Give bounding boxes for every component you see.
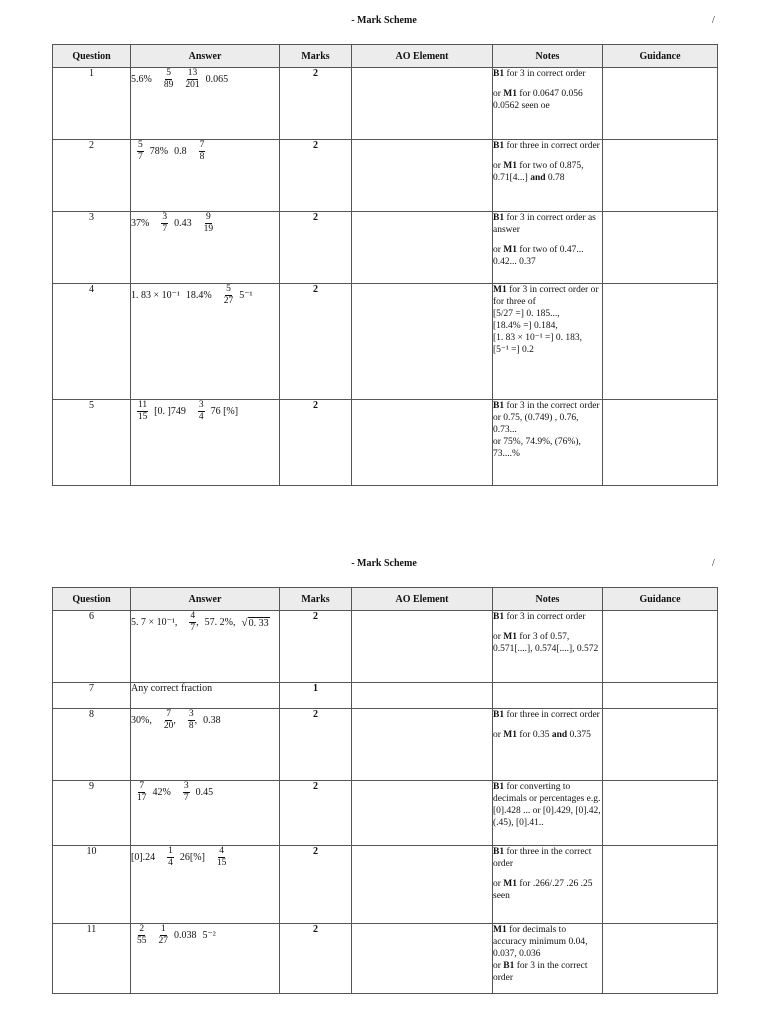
- answer-value: 5⁻¹: [239, 290, 253, 301]
- header-notes: Notes: [493, 45, 603, 68]
- answer-cell: [131, 400, 280, 486]
- header-ao-element: AO Element: [352, 588, 493, 611]
- answer-fraction: [137, 140, 144, 163]
- mark-code: M1: [493, 925, 507, 935]
- ao-element-cell: [352, 924, 493, 994]
- fraction-denominator: 8: [199, 152, 205, 162]
- marks-value: 2: [280, 846, 352, 924]
- notes-cell: [493, 400, 603, 486]
- note-emphasis: and: [551, 730, 568, 740]
- answer-fraction: [183, 781, 190, 804]
- answer-value: Any correct fraction: [131, 683, 213, 694]
- ao-element-cell: [352, 846, 493, 924]
- question-number: 6: [53, 611, 131, 683]
- question-number: 8: [53, 709, 131, 781]
- answer-fraction: [189, 611, 196, 634]
- ao-element-cell: [352, 284, 493, 400]
- header-question: Question: [53, 45, 131, 68]
- table-header-row: [53, 45, 718, 68]
- note-line: or M1 for .266/.27 .26 .25 seen: [493, 879, 593, 901]
- note-line: B1 for 3 in correct order: [493, 69, 586, 79]
- answer-square-root: [242, 617, 270, 629]
- note-line: or M1 for 0.0647 0.056 0.0562 seen oe: [493, 89, 583, 111]
- answer-separator: ,: [196, 617, 199, 628]
- question-number: 11: [53, 924, 131, 994]
- answer-value: 0.065: [205, 74, 229, 85]
- mark-code: B1: [493, 710, 505, 720]
- answer-value: 0.38: [203, 715, 221, 726]
- page-title: - Mark Scheme: [351, 558, 417, 569]
- table-header-row: [53, 588, 718, 611]
- fraction-numerator: 3: [183, 781, 189, 791]
- fraction-denominator: 4: [198, 412, 204, 422]
- notes-cell: [493, 709, 603, 781]
- fraction-numerator: 5: [138, 140, 143, 150]
- answer-fraction: [137, 781, 147, 804]
- fraction-numerator: 4: [190, 611, 196, 621]
- fraction-denominator: 7: [183, 793, 189, 803]
- answer-cell: [131, 284, 280, 400]
- fraction-denominator: 27: [158, 936, 168, 946]
- fraction-denominator: 55: [137, 936, 147, 946]
- guidance-cell: [603, 212, 718, 284]
- table-row: [53, 611, 718, 683]
- table-row: [53, 68, 718, 140]
- mark-code: M1: [493, 285, 507, 295]
- fraction-numerator: 3: [198, 400, 204, 410]
- fraction-numerator: 13: [187, 68, 198, 78]
- table-row: [53, 683, 718, 709]
- table-row: [53, 846, 718, 924]
- marks-value: 2: [280, 68, 352, 140]
- answer-line: [131, 709, 279, 732]
- ao-element-cell: [352, 68, 493, 140]
- marks-value: 2: [280, 924, 352, 994]
- guidance-cell: [603, 400, 718, 486]
- notes-cell: [493, 781, 603, 846]
- answer-value: 5.6%: [131, 74, 152, 85]
- fraction-denominator: 19: [203, 224, 214, 234]
- table-row: [53, 212, 718, 284]
- question-number: 4: [53, 284, 131, 400]
- question-number: 2: [53, 140, 131, 212]
- notes-cell: [493, 140, 603, 212]
- answer-fraction: [199, 140, 206, 163]
- answer-value: 0.45: [195, 787, 214, 798]
- question-number: 5: [53, 400, 131, 486]
- note-line: B1 for 3 in correct order: [493, 612, 586, 622]
- guidance-cell: [603, 683, 718, 709]
- answer-fraction: [164, 68, 174, 91]
- note-line: or M1 for 0.35 and 0.375: [493, 730, 591, 740]
- mark-code: B1: [493, 782, 505, 792]
- fraction-numerator: 5: [226, 284, 231, 294]
- guidance-cell: [603, 611, 718, 683]
- answer-fraction: [198, 400, 205, 423]
- marks-value: 2: [280, 709, 352, 781]
- answer-cell: [131, 781, 280, 846]
- ao-element-cell: [352, 140, 493, 212]
- mark-code: M1: [503, 632, 518, 642]
- mark-code: B1: [493, 141, 505, 151]
- table-row: [53, 709, 718, 781]
- answer-value: 0.43: [174, 218, 192, 229]
- answer-value: 18.4%: [185, 290, 212, 301]
- fraction-numerator: 7: [199, 140, 205, 150]
- note-line: M1 for decimals to accuracy minimum 0.04, 0.037, 0.036: [493, 925, 588, 959]
- answer-value: 57. 2%,: [204, 617, 236, 628]
- note-line: [5/27 =] 0. 185...,: [493, 309, 560, 319]
- mark-code: M1: [503, 730, 518, 740]
- fraction-numerator: 11: [138, 400, 148, 410]
- notes-cell: [493, 846, 603, 924]
- mark-scheme-table: [52, 44, 718, 486]
- answer-line: [131, 611, 279, 634]
- answer-fraction: [137, 924, 147, 947]
- radical-sign-icon: √: [241, 616, 248, 629]
- question-number: 7: [53, 683, 131, 709]
- mark-code: M1: [503, 89, 518, 99]
- note-line: B1 for converting to decimals or percentages e.g. [0].428 ... or [0].429, [0].42, (.45), [0].41..: [493, 782, 601, 828]
- fraction-numerator: 1: [160, 924, 166, 934]
- note-line: B1 for three in the correct order: [493, 847, 592, 869]
- answer-line: [131, 400, 279, 423]
- header-ao-element: AO Element: [352, 45, 493, 68]
- mark-code: B1: [493, 69, 505, 79]
- note-line: or B1 for 3 in the correct order: [493, 961, 588, 983]
- answer-cell: [131, 68, 280, 140]
- answer-fraction: [217, 846, 227, 869]
- answer-fraction: [167, 846, 174, 869]
- answer-fraction: [137, 400, 148, 423]
- answer-separator: ,: [173, 715, 176, 726]
- mark-code: B1: [493, 213, 505, 223]
- note-line: [18.4% =] 0.184,: [493, 321, 558, 331]
- radicand: 0. 33: [248, 617, 269, 629]
- header-marks: Marks: [280, 588, 352, 611]
- note-line: or M1 for two of 0.47... 0.42... 0.37: [493, 245, 584, 267]
- answer-value: 37%: [131, 218, 150, 229]
- answer-cell: [131, 212, 280, 284]
- mark-code: M1: [503, 879, 518, 889]
- note-line: or M1 for two of 0.875, 0.71[4...] and 0.78: [493, 161, 584, 183]
- marks-value: 2: [280, 284, 352, 400]
- ao-element-cell: [352, 709, 493, 781]
- note-spacer: [493, 152, 602, 160]
- answer-line: [131, 846, 279, 869]
- question-number: 9: [53, 781, 131, 846]
- mark-code: B1: [493, 612, 505, 622]
- fraction-denominator: 20: [163, 721, 174, 731]
- note-line: or M1 for 3 of 0.57, 0.571[....], 0.574[....], 0.572: [493, 632, 599, 654]
- guidance-cell: [603, 846, 718, 924]
- guidance-cell: [603, 924, 718, 994]
- question-number: 1: [53, 68, 131, 140]
- answer-cell: [131, 140, 280, 212]
- guidance-cell: [603, 140, 718, 212]
- note-line: [1. 83 × 10⁻¹ =] 0. 183,: [493, 333, 583, 343]
- note-line: or 0.75, (0.749) , 0.76, 0.73...: [493, 413, 579, 435]
- question-number: 3: [53, 212, 131, 284]
- page-marker: /: [712, 558, 715, 569]
- header-notes: Notes: [493, 588, 603, 611]
- answer-value: 0.8: [174, 146, 187, 157]
- answer-line: [131, 924, 279, 947]
- ao-element-cell: [352, 683, 493, 709]
- answer-cell: [131, 709, 280, 781]
- table-row: [53, 140, 718, 212]
- fraction-denominator: 7: [138, 152, 143, 162]
- marks-value: 2: [280, 400, 352, 486]
- mark-code: B1: [493, 401, 505, 411]
- answer-cell: [131, 683, 280, 709]
- answer-value: [0].24: [131, 852, 156, 863]
- answer-fraction: [224, 284, 234, 307]
- note-line: or 75%, 74.9%, (76%), 73....%: [493, 437, 581, 459]
- answer-value: 1. 83 × 10⁻¹: [131, 290, 180, 301]
- fraction-numerator: 3: [188, 709, 194, 719]
- table-row: [53, 781, 718, 846]
- fraction-denominator: 89: [163, 80, 174, 90]
- mark-code: M1: [503, 161, 518, 171]
- note-spacer: [493, 80, 602, 88]
- fraction-denominator: 15: [137, 412, 148, 422]
- fraction-numerator: 7: [166, 709, 171, 719]
- header-question: Question: [53, 588, 131, 611]
- answer-fraction: [159, 924, 169, 947]
- guidance-cell: [603, 68, 718, 140]
- note-emphasis: and: [530, 173, 546, 183]
- guidance-cell: [603, 284, 718, 400]
- answer-cell: [131, 924, 280, 994]
- answer-separator: ,: [194, 715, 198, 726]
- header-answer: Answer: [131, 588, 280, 611]
- answer-value: 30%,: [131, 715, 152, 726]
- note-spacer: [493, 236, 602, 244]
- note-line: B1 for 3 in correct order as answer: [493, 213, 596, 235]
- note-spacer: [493, 623, 602, 631]
- notes-cell: [493, 924, 603, 994]
- fraction-denominator: 17: [137, 793, 147, 803]
- marks-value: 1: [280, 683, 352, 709]
- guidance-cell: [603, 709, 718, 781]
- fraction-denominator: 4: [168, 858, 173, 868]
- note-line: B1 for 3 in the correct order: [493, 401, 600, 411]
- ao-element-cell: [352, 400, 493, 486]
- note-spacer: [493, 721, 602, 729]
- mark-scheme-table: [52, 587, 718, 994]
- note-line: M1 for 3 in correct order or for three of: [493, 285, 599, 307]
- fraction-denominator: 7: [162, 224, 168, 234]
- fraction-numerator: 9: [205, 212, 211, 222]
- answer-fraction: [188, 709, 195, 732]
- fraction-denominator: 201: [185, 80, 200, 90]
- fraction-denominator: 27: [223, 296, 234, 306]
- fraction-denominator: 8: [188, 721, 194, 731]
- fraction-denominator: 15: [216, 858, 227, 868]
- answer-value: 78%: [149, 146, 169, 157]
- answer-line: [131, 683, 279, 694]
- answer-fraction: [185, 68, 199, 91]
- note-line: B1 for three in correct order: [493, 710, 600, 720]
- notes-cell: [493, 68, 603, 140]
- header-answer: Answer: [131, 45, 280, 68]
- page-marker: /: [712, 15, 715, 26]
- notes-cell: [493, 683, 603, 709]
- guidance-cell: [603, 781, 718, 846]
- header-marks: Marks: [280, 45, 352, 68]
- note-line: B1 for three in correct order: [493, 141, 600, 151]
- answer-value: 5. 7 × 10⁻¹,: [131, 617, 178, 628]
- answer-line: [131, 284, 279, 307]
- marks-value: 2: [280, 140, 352, 212]
- fraction-numerator: 5: [166, 68, 171, 78]
- table-row: [53, 400, 718, 486]
- note-line: [5⁻¹ =] 0.2: [493, 345, 534, 355]
- page-title: - Mark Scheme: [351, 15, 417, 26]
- marks-value: 2: [280, 611, 352, 683]
- fraction-numerator: 3: [162, 212, 168, 222]
- ao-element-cell: [352, 611, 493, 683]
- header-guidance: Guidance: [603, 45, 718, 68]
- answer-value: 26[%]: [179, 852, 205, 863]
- question-number: 10: [53, 846, 131, 924]
- marks-value: 2: [280, 781, 352, 846]
- answer-cell: [131, 846, 280, 924]
- fraction-numerator: 2: [139, 924, 145, 934]
- ao-element-cell: [352, 212, 493, 284]
- note-spacer: [493, 870, 602, 878]
- answer-fraction: [161, 212, 168, 235]
- fraction-denominator: 7: [190, 623, 196, 633]
- table-row: [53, 924, 718, 994]
- mark-code: B1: [503, 961, 515, 971]
- answer-line: [131, 68, 279, 91]
- mark-code: B1: [493, 847, 505, 857]
- answer-value: 0.038: [174, 930, 197, 941]
- answer-line: [131, 781, 279, 804]
- answer-line: [131, 140, 279, 163]
- header-guidance: Guidance: [603, 588, 718, 611]
- answer-fraction: [204, 212, 214, 235]
- answer-fraction: [164, 709, 174, 732]
- mark-code: M1: [503, 245, 518, 255]
- notes-cell: [493, 284, 603, 400]
- marks-value: 2: [280, 212, 352, 284]
- answer-value: 42%: [152, 787, 171, 798]
- notes-cell: [493, 212, 603, 284]
- ao-element-cell: [352, 781, 493, 846]
- fraction-numerator: 4: [219, 846, 225, 856]
- fraction-numerator: 7: [139, 781, 145, 791]
- answer-value: [0. ]749: [154, 406, 186, 417]
- table-row: [53, 284, 718, 400]
- answer-value: 5⁻²: [202, 930, 216, 941]
- answer-value: 76 [%]: [210, 406, 239, 417]
- fraction-numerator: 1: [168, 846, 173, 856]
- answer-cell: [131, 611, 280, 683]
- notes-cell: [493, 611, 603, 683]
- answer-line: [131, 212, 279, 235]
